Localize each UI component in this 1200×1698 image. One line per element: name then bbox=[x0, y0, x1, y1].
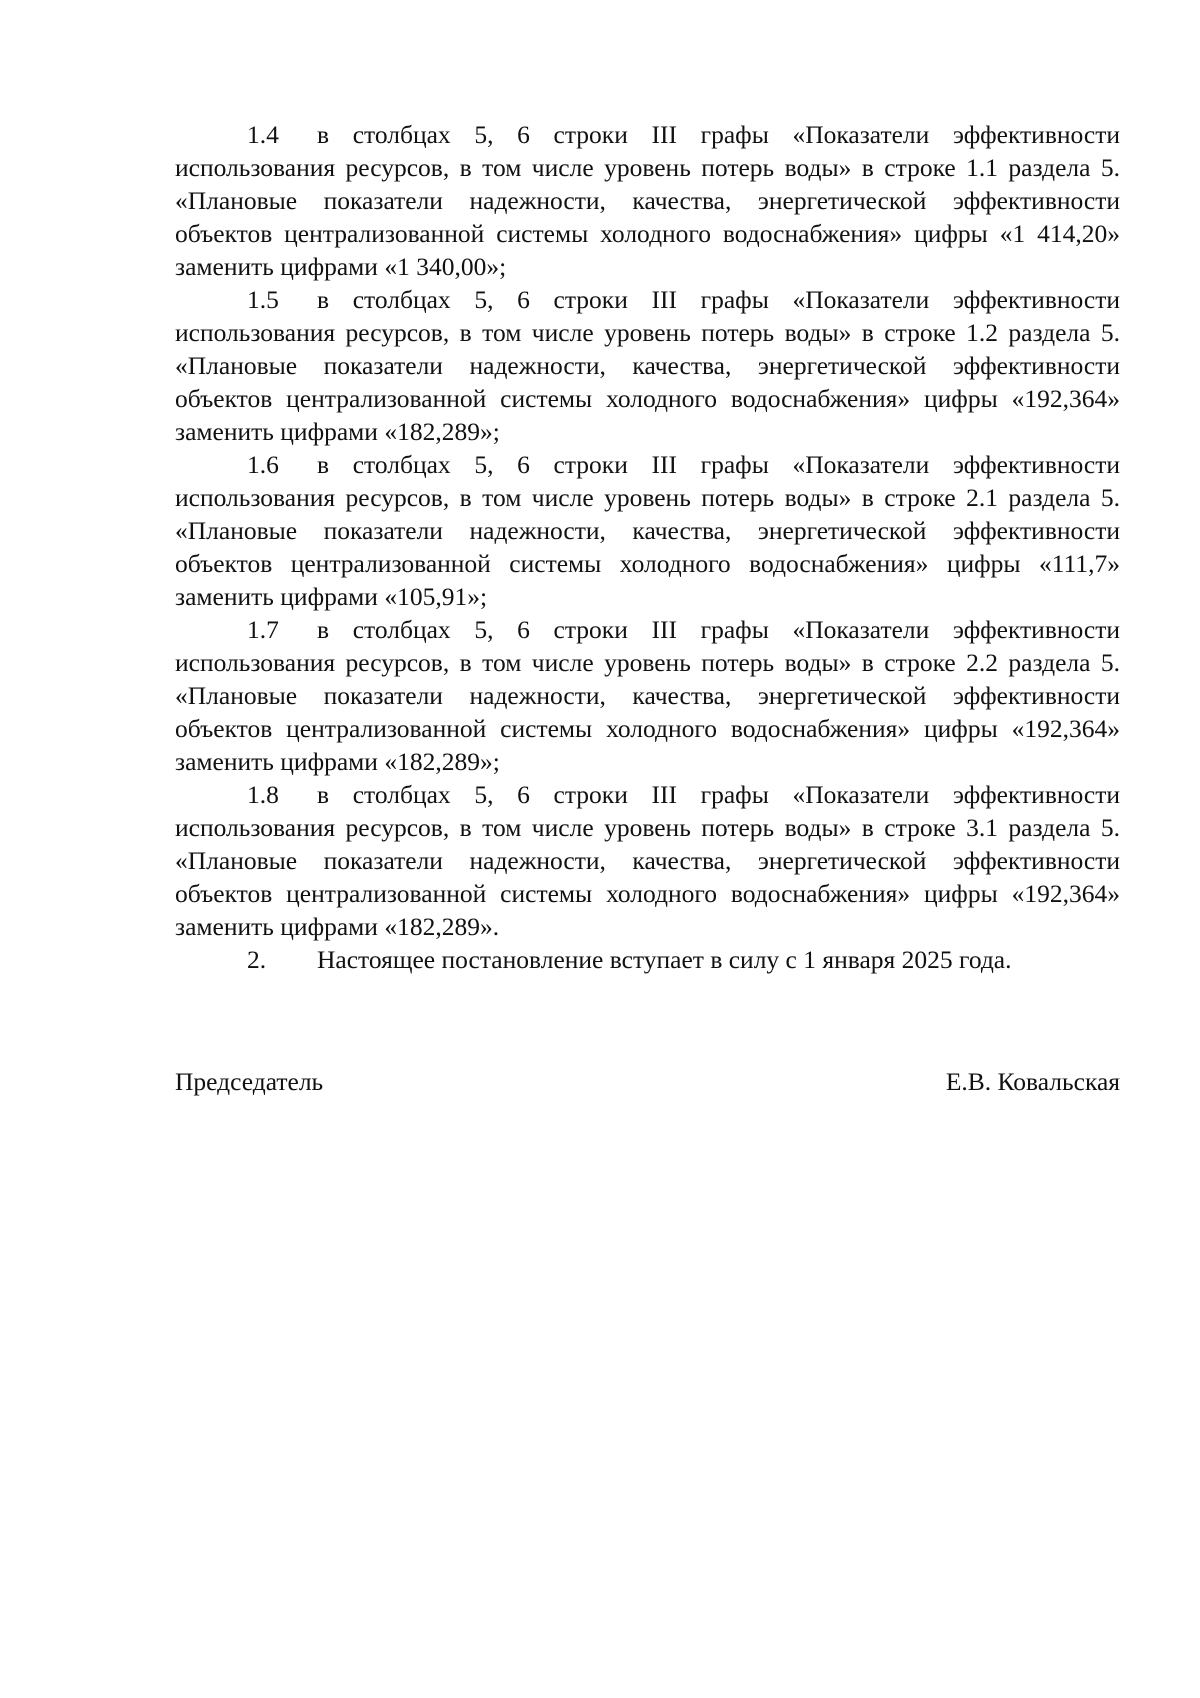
list-item bbox=[175, 778, 1120, 943]
item-number: 1.4 bbox=[247, 120, 279, 149]
item-number: 1.6 bbox=[247, 450, 279, 479]
list-item bbox=[175, 448, 1120, 613]
item-number: 1.8 bbox=[247, 780, 279, 809]
item-text: в столбцах 5, 6 строки III графы «Показатели эффективности использования ресурсов, в том числе уровень потерь воды» в строке 3.1 раздела 5. «Плановые показатели надежности, качества, энергетической эффективности объектов централизованной системы холодного водоснабжения» цифры «192,364» заменить цифрами «182,289». bbox=[175, 780, 1120, 941]
item-number: 1.7 bbox=[247, 615, 279, 644]
signature-block bbox=[175, 1065, 1120, 1098]
signatory-name: Е.В. Ковальская bbox=[945, 1067, 1120, 1096]
list-item bbox=[175, 943, 1120, 976]
item-number: 2. bbox=[247, 945, 267, 974]
list-item bbox=[175, 283, 1120, 448]
item-text: в столбцах 5, 6 строки III графы «Показатели эффективности использования ресурсов, в том числе уровень потерь воды» в строке 1.2 раздела 5. «Плановые показатели надежности, качества, энергетической эффективности объектов централизованной системы холодного водоснабжения» цифры «192,364» заменить цифрами «182,289»; bbox=[175, 285, 1120, 446]
list-item bbox=[175, 613, 1120, 778]
signatory-position: Председатель bbox=[175, 1067, 324, 1096]
item-text: в столбцах 5, 6 строки III графы «Показатели эффективности использования ресурсов, в том числе уровень потерь воды» в строке 1.1 раздела 5. «Плановые показатели надежности, качества, энергетической эффективности объектов централизованной системы холодного водоснабжения» цифры «1 414,20» заменить цифрами «1 340,00»; bbox=[175, 120, 1120, 281]
list-item bbox=[175, 118, 1120, 283]
item-text: в столбцах 5, 6 строки III графы «Показатели эффективности использования ресурсов, в том числе уровень потерь воды» в строке 2.2 раздела 5. «Плановые показатели надежности, качества, энергетической эффективности объектов централизованной системы холодного водоснабжения» цифры «192,364» заменить цифрами «182,289»; bbox=[175, 615, 1120, 776]
item-text: Настоящее постановление вступает в силу с 1 января 2025 года. bbox=[317, 945, 1012, 974]
document-body bbox=[175, 118, 1120, 976]
item-text: в столбцах 5, 6 строки III графы «Показатели эффективности использования ресурсов, в том числе уровень потерь воды» в строке 2.1 раздела 5. «Плановые показатели надежности, качества, энергетической эффективности объектов централизованной системы холодного водоснабжения» цифры «111,7» заменить цифрами «105,91»; bbox=[175, 450, 1120, 611]
item-number: 1.5 bbox=[247, 285, 279, 314]
